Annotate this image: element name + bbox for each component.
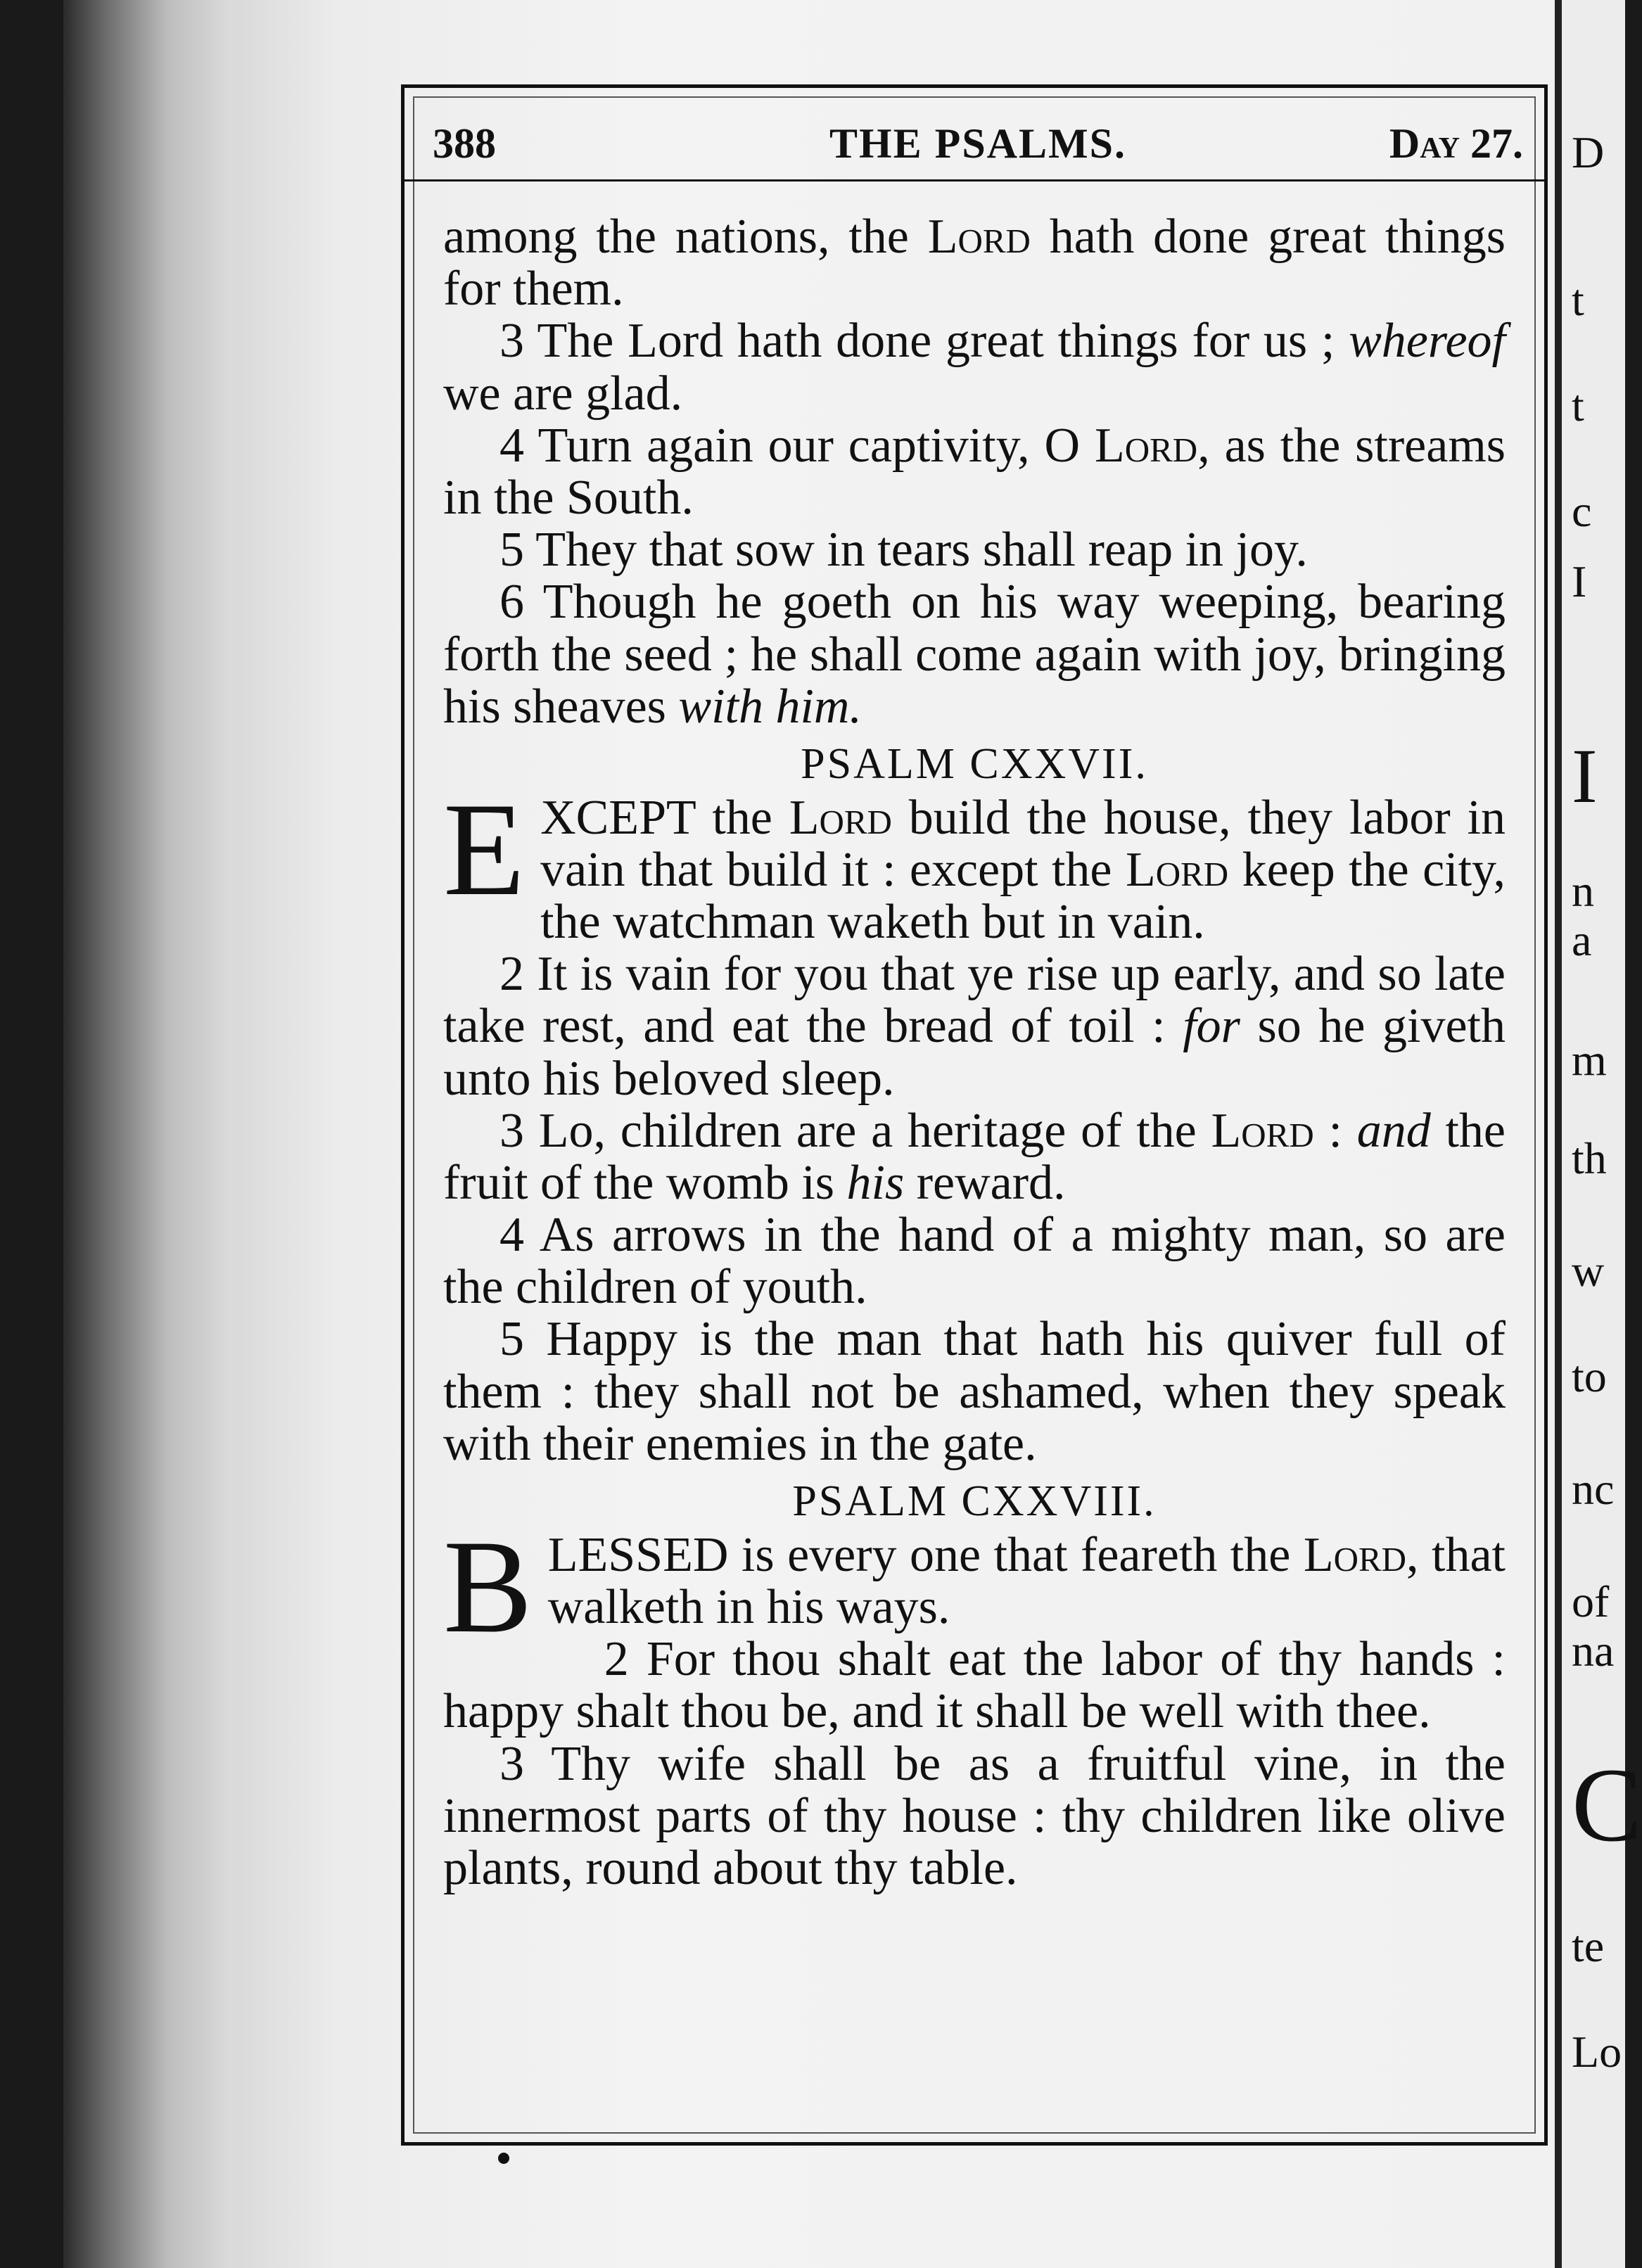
facing-letter: t: [1572, 275, 1584, 325]
facing-letter: I: [1572, 556, 1587, 606]
facing-letter: D: [1572, 127, 1605, 177]
facing-letter: I: [1572, 733, 1598, 819]
psalm-heading: PSALM CXXVIII.: [792, 1477, 1157, 1526]
facing-letter: of: [1572, 1576, 1610, 1626]
facing-letter: Lo: [1572, 2027, 1622, 2077]
verse: 2 It is vain for you that ye rise up early, and so late take rest, and eat the bread of toil : for so he giveth unto his beloved sleep.: [443, 947, 1506, 1106]
facing-letter: th: [1572, 1133, 1607, 1183]
verse-continuation: among the nations, the Lord hath done great things for them.: [443, 210, 1506, 317]
facing-letter: a: [1572, 915, 1592, 965]
day-label: Day 27.: [1389, 120, 1523, 167]
facing-letter: to: [1572, 1351, 1607, 1401]
drop-cap: E: [443, 775, 526, 924]
verse: EXCEPT the Lord build the house, they labor in vain that build it : except the Lord keep the city, the watchman waketh but in vain.: [443, 775, 1506, 949]
verse: 4 Turn again our captivity, O Lord, as the streams in the South.: [443, 418, 1506, 525]
facing-letter: te: [1572, 1921, 1605, 1971]
running-header: [433, 120, 1523, 176]
scripture-text: [443, 211, 1506, 1894]
facing-letter: C: [1572, 1747, 1642, 1864]
verse: 4 As arrows in the hand of a mighty man, so are the children of youth.: [443, 1208, 1506, 1315]
facing-letter: c: [1572, 486, 1592, 536]
verse: 5 They that sow in tears shall reap in joy.: [499, 523, 1308, 578]
verse: 3 Lo, children are a heritage of the Lord : and the fruit of the womb is his reward.: [443, 1103, 1506, 1210]
verse: 3 The Lord hath done great things for us ; whereof we are glad.: [443, 314, 1506, 421]
verse: 5 Happy is the man that hath his quiver full of them : they shall not be ashamed, when they speak with their enemies in the gate.: [443, 1312, 1506, 1471]
page-number: 388: [433, 120, 496, 167]
ink-dot: [498, 2153, 509, 2164]
psalm-heading: PSALM CXXVII.: [801, 739, 1148, 788]
facing-letter: n: [1572, 866, 1594, 916]
verse: 6 Though he goeth on his way weeping, bearing forth the seed ; he shall come again with joy, bringing his sheaves with him.: [443, 575, 1506, 734]
verse: 2 For thou shalt eat the labor of thy hands : happy shalt thou be, and it shall be well with thee.: [443, 1632, 1506, 1739]
facing-letter: nc: [1572, 1464, 1615, 1514]
page-frame: [401, 84, 1548, 2146]
verse: BLESSED is every one that feareth the Lord, that walketh in his ways.: [443, 1512, 1506, 1661]
running-title: THE PSALMS.: [829, 120, 1127, 167]
facing-page: [1555, 0, 1642, 2268]
header-rule: [405, 179, 1544, 181]
facing-letter: t: [1572, 381, 1584, 431]
facing-letter: na: [1572, 1626, 1615, 1676]
verse: 3 Thy wife shall be as a fruitful vine, in the innermost parts of thy house : thy children like olive plants, round about thy table.: [443, 1736, 1506, 1895]
facing-letter: m: [1572, 1035, 1607, 1085]
facing-letter: w: [1572, 1246, 1605, 1296]
drop-cap: B: [443, 1512, 533, 1661]
